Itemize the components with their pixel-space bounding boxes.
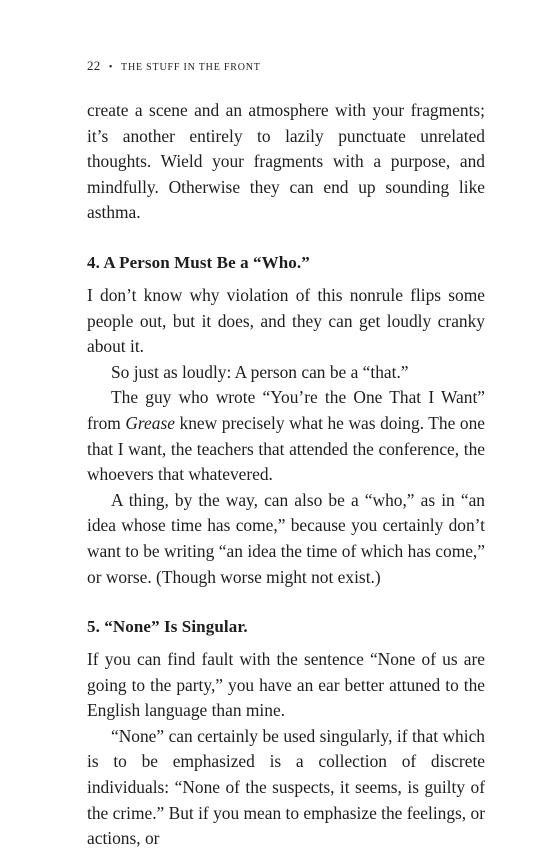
body-text bbox=[87, 98, 485, 852]
paragraph-4-1: I don’t know why violation of this nonrule flips some people out, but it does, and they can get loudly cranky about it. bbox=[87, 284, 485, 357]
paragraph-continued: create a scene and an atmosphere with your fragments; it’s another entirely to lazily punctuate unrelated thoughts. Wield your fragments with a purpose, and mindfully. Otherwise they can end up sounding like asthma. bbox=[87, 100, 485, 223]
paragraph-4-3-text-b: knew precisely what he was doing. The one that I want, the teachers that attended the conference, the whoevers that whatevered. bbox=[87, 412, 485, 485]
running-head bbox=[87, 58, 261, 74]
paragraph-4-3 bbox=[87, 385, 485, 487]
paragraph-4-2: So just as loudly: A person can be a “that.” bbox=[111, 361, 409, 382]
paragraph-4-4: A thing, by the way, can also be a “who,” as in “an idea whose time has come,” because you certainly don’t want to be writing “an idea the time of which has come,” or worse. (Though worse might not exist.) bbox=[87, 489, 485, 587]
paragraph-5-1: If you can find fault with the sentence “None of us are going to the party,” you have an ear better attuned to the English language than mine. bbox=[87, 649, 485, 721]
page-number: 22 bbox=[87, 58, 101, 73]
section-heading-4: 4. A Person Must Be a “Who.” bbox=[87, 252, 310, 272]
running-head-section: THE STUFF IN THE FRONT bbox=[121, 62, 261, 73]
paragraph-4-3-title-grease: Grease bbox=[125, 412, 175, 433]
paragraph-4-3-text-a: The guy who wrote “You’re the One That I Want” from bbox=[87, 387, 485, 433]
paragraph-5-2: “None” can certainly be used singularly, if that which is to be emphasized is a collection of discrete individuals: “None of the suspects, it seems, is guilty of the crime.” But if you mean to emphasize the feelings, or actions, or bbox=[87, 725, 485, 849]
section-heading-5: 5. “None” Is Singular. bbox=[87, 617, 248, 637]
running-head-separator: • bbox=[108, 62, 113, 73]
